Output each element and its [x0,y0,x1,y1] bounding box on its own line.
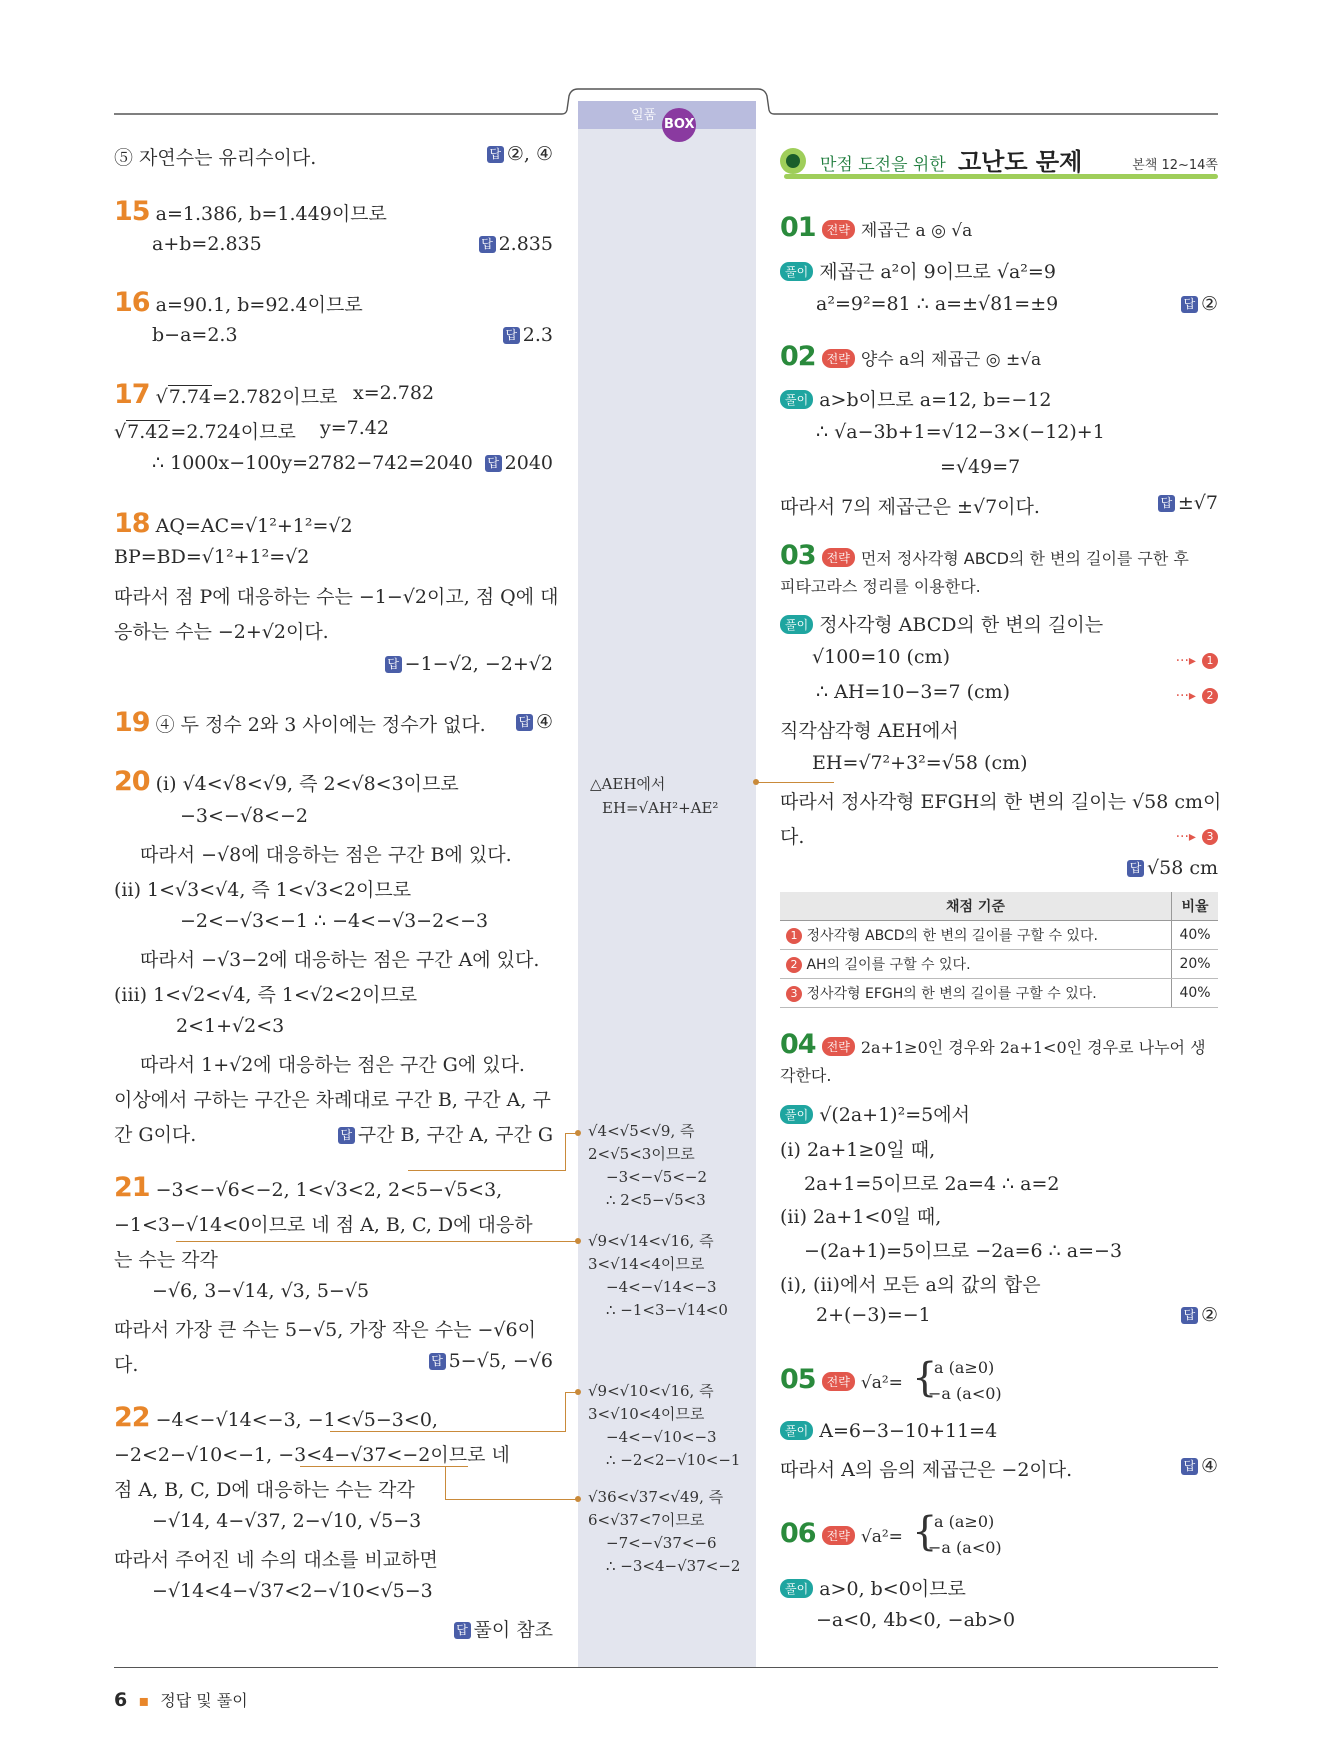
table-cell: AH의 길이를 구할 수 있다. [806,957,971,973]
marker-3: ···▸ 3 [1176,824,1218,846]
answer-01 [1181,293,1218,315]
answer-text: 구간 B, 구간 A, 구간 G [357,1124,553,1146]
leader-21a [565,1133,566,1171]
problem-17: 17 √7.74=2.782이므로 [114,379,338,410]
table-row [780,950,1218,979]
problem-18 [114,508,353,539]
answer-text: ④ [535,711,553,733]
answer-03 [1127,857,1218,879]
problem-20-line: 간 G이다. [114,1124,197,1146]
leader-dot [575,1496,581,1502]
problem-15-line2: a+b=2.835 [152,233,262,255]
side-line: −4<−√14<−3 [606,1278,717,1296]
problem-02-line: =√49=7 [940,456,1021,478]
problem-03 [780,540,1189,571]
strategy-text: 먼저 정사각형 ABCD의 한 변의 길이를 구한 후 [860,549,1189,568]
answer-icon: 답 [485,455,502,472]
answer-icon: 답 [479,236,496,253]
problem-01-solution [780,257,1056,284]
answer-05 [1181,1455,1218,1477]
problem-02-line: 따라서 7의 제곱근은 ±√7이다. [780,496,1040,518]
answer-text: 풀이 참조 [473,1619,553,1641]
answer-icon: 답 [1181,1458,1198,1475]
problem-number: 20 [114,766,150,797]
leader-22b [445,1466,446,1500]
step-1-icon: 1 [786,928,802,944]
radicand: 7.42 [127,421,170,443]
solution-line: A=6−3−10+11=4 [819,1420,998,1442]
answer-text: 2.835 [498,233,553,255]
problem-04-line: (i) 2a+1≥0일 때, [780,1139,936,1161]
problem-21-line: 따라서 가장 큰 수는 5−√5, 가장 작은 수는 −√6이 [114,1319,536,1341]
problem-20 [114,766,459,797]
problem-line: AQ=AC=√1²+1²=√2 [155,515,353,537]
answer-text: ±√7 [1177,492,1218,514]
leader-dot [575,1130,581,1136]
problem-number: 15 [114,196,150,227]
answer-icon: 답 [1127,860,1144,877]
problem-line: (i) √4<√8<√9, 즉 2<√8<3이므로 [155,773,459,795]
side-note-2 [588,1230,728,1322]
answer-18 [385,653,553,675]
footer-bullet: ▪ [138,1691,150,1710]
case-brace: { [912,1355,938,1401]
problem-21-line: 다. [114,1354,139,1376]
problem-15 [114,196,387,227]
side-line: △AEH에서 [590,775,666,793]
answer-17 [485,452,553,474]
footer-label: 정답 및 풀이 [160,1691,248,1710]
table-cell: 40% [1172,979,1219,1008]
answer-text: ②, ④ [506,143,553,165]
leader-22b [300,1466,468,1467]
case-2: −a (a<0) [928,1384,1002,1403]
problem-19 [114,707,486,738]
solution-tag: 풀이 [780,262,813,281]
problem-18-line3: 따라서 점 P에 대응하는 수는 −1−√2이고, 점 Q에 대 [114,586,559,608]
answer-04 [1181,1304,1218,1326]
item-text: ⑤ 자연수는 유리수이다. [114,147,317,169]
solution-line: a>b이므로 a=12, b=−12 [819,389,1052,411]
table-cell: 40% [1172,921,1219,950]
problem-21 [114,1172,502,1203]
strategy-text-2: 각한다. [780,1066,832,1085]
radicand: 7.74 [168,386,212,408]
problem-04-line: (i), (ii)에서 모든 a의 값의 합은 [780,1274,1041,1296]
problem-06-solution [780,1574,966,1601]
problem-20-line: 따라서 −√3−2에 대응하는 점은 구간 A에 있다. [140,949,540,971]
answer-21 [429,1350,553,1372]
problem-20-line: 따라서 −√8에 대응하는 점은 구간 B에 있다. [140,844,512,866]
problem-number: 18 [114,508,150,539]
section-header [780,138,1218,186]
strategy-tag: 전략 [822,1037,855,1056]
problem-17-x: x=2.782 [353,382,435,404]
table-cell: 정사각형 ABCD의 한 변의 길이를 구할 수 있다. [806,928,1098,944]
solution-tag: 풀이 [780,615,813,634]
header-bullet-icon [780,148,806,174]
problem-number: 16 [114,287,150,318]
problem-18-line4: 응하는 수는 −2+√2이다. [114,621,329,643]
header-title-small: 만점 도전을 위한 [820,155,946,175]
leader-dot [753,779,759,785]
problem-20-line: (iii) 1<√2<√4, 즉 1<√2<2이므로 [114,984,418,1006]
case-2: −a (a<0) [928,1538,1002,1557]
answer-text: √58 cm [1147,857,1218,879]
leader-dot [575,1238,581,1244]
problem-20-line: 이상에서 구하는 구간은 차례대로 구간 B, 구간 A, 구 [114,1089,551,1111]
problem-line: a=90.1, b=92.4이므로 [155,294,363,316]
problem-06-line: −a<0, 4b<0, −ab>0 [816,1609,1016,1631]
problem-03-line: 다. [780,826,805,848]
answer-icon: 답 [487,146,504,163]
problem-03-line: EH=√7²+3²=√58 (cm) [812,752,1028,774]
side-line: ∴ −2<2−√10<−1 [606,1451,741,1469]
solution-tag: 풀이 [780,1579,813,1598]
side-line: ∴ 2<5−√5<3 [606,1191,706,1209]
problem-22-line: −2<2−√10<−1, −3<4−√37<−2이므로 네 [114,1444,510,1466]
problem-04-line: 2a+1=5이므로 2a=4 ∴ a=2 [804,1173,1060,1195]
side-line: EH=√AH²+AE² [602,799,719,817]
answer-icon: 답 [385,656,402,673]
side-line: 3<√14<4이므로 [588,1255,705,1273]
side-note-aeh [590,772,718,820]
strategy-text-2: 피타고라스 정리를 이용한다. [780,577,981,596]
problem-number: 02 [780,341,816,372]
leader-22b [445,1499,578,1500]
answer-icon: 답 [503,327,520,344]
problem-number: 04 [780,1029,816,1060]
problem-17-y: y=7.42 [320,417,389,439]
answer-text: ④ [1200,1455,1218,1477]
problem-line: −4<−√14<−3, −1<√5−3<0, [155,1409,438,1431]
table-cell: 20% [1172,950,1219,979]
problem-06 [780,1518,903,1549]
problem-number: 17 [114,379,150,410]
answer-16 [503,324,553,346]
answer-15 [479,233,553,255]
strategy-text: √a²= [860,1373,903,1393]
side-note-3 [588,1380,740,1472]
strategy-tag: 전략 [822,1526,855,1545]
answer-02 [1158,492,1218,514]
leader-22a [330,1431,565,1432]
problem-17-line3: ∴ 1000x−100y=2782−742=2040 [152,452,473,474]
side-line: 6<√37<7이므로 [588,1511,705,1529]
problem-21-line: 는 수는 각각 [114,1249,218,1271]
problem-line: a=1.386, b=1.449이므로 [155,203,387,225]
problem-21-line: −√6, 3−√14, √3, 5−√5 [152,1280,370,1302]
answer-icon: 답 [1158,495,1175,512]
answer-text: −1−√2, −2+√2 [404,653,553,675]
case-1: a (a≥0) [934,1512,995,1531]
table-row [780,979,1218,1008]
solution-line: 정사각형 ABCD의 한 변의 길이는 [819,614,1104,636]
problem-20-line: (ii) 1<√3<√4, 즉 1<√3<2이므로 [114,879,412,901]
side-line: −3<−√5<−2 [606,1168,708,1186]
marker-1: ···▸ 1 [1176,648,1218,670]
table-header-row [780,892,1218,921]
problem-number: 06 [780,1518,816,1549]
box-badge: BOX [662,108,696,142]
side-note-4 [588,1486,740,1578]
step-3-icon: 3 [786,986,802,1002]
strategy-text: 2a+1≥0인 경우와 2a+1<0인 경우로 나누어 생 [860,1038,1206,1057]
side-line: 2<√5<3이므로 [588,1145,695,1163]
answer-icon: 답 [1181,1307,1198,1324]
problem-22 [114,1402,438,1433]
problem-05 [780,1364,903,1395]
side-line: ∴ −1<3−√14<0 [606,1301,728,1319]
problem-16-line2: b−a=2.3 [152,324,238,346]
case-brace: { [912,1509,938,1555]
problem-01-line: a²=9²=81 ∴ a=±√81=±9 [816,293,1059,315]
problem-20-line: 2<1+√2<3 [176,1015,285,1037]
table-header: 채점 기준 [780,892,1172,921]
answer-19 [516,711,553,733]
problem-02 [780,341,1041,372]
answer-text: 2.3 [522,324,553,346]
problem-21-line: −1<3−√14<0이므로 네 점 A, B, C, D에 대응하 [114,1214,533,1236]
problem-03-line: 따라서 정사각형 EFGH의 한 변의 길이는 √58 cm이 [780,791,1222,813]
problem-05-solution [780,1420,997,1442]
side-line: √9<√14<√16, 즉 [588,1232,714,1250]
problem-number: 05 [780,1364,816,1395]
table-cell: 정사각형 EFGH의 한 변의 길이를 구할 수 있다. [806,986,1097,1002]
leader-dot [575,1389,581,1395]
answer-20 [338,1120,553,1147]
strategy-text: √a²= [860,1527,903,1547]
problem-03-line: ∴ AH=10−3=7 (cm) [816,681,1011,703]
solution-line: 제곱근 a²이 9이므로 √a²=9 [819,261,1056,283]
side-line: 3<√10<4이므로 [588,1405,705,1423]
leader-aeh [756,782,834,783]
problem-02-solution [780,385,1051,412]
answer-icon: 답 [338,1127,355,1144]
problem-18-line2: BP=BD=√1²+1²=√2 [114,546,310,568]
problem-04-solution [780,1100,970,1127]
problem-05-line: 따라서 A의 음의 제곱근은 −2이다. [780,1459,1073,1481]
strategy-text: 제곱근 a ◎ √a [860,221,973,241]
answer-icon: 답 [516,714,533,731]
problem-line: −3<−√6<−2, 1<√3<2, 2<5−√5<3, [155,1179,503,1201]
problem-number: 01 [780,212,816,243]
side-line: √9<√10<√16, 즉 [588,1382,714,1400]
problem-22-line: 점 A, B, C, D에 대응하는 수는 각각 [114,1479,415,1501]
solution-tag: 풀이 [780,1105,813,1124]
problem-line: =2.724이므로 [170,421,296,443]
problem-20-line: 따라서 1+√2에 대응하는 점은 구간 G에 있다. [140,1054,525,1076]
grading-table [780,892,1218,1008]
leader-22a [565,1392,566,1432]
problem-04-line: (ii) 2a+1<0일 때, [780,1206,942,1228]
problem-20-line: −3<−√8<−2 [180,805,308,827]
side-line: √4<√5<√9, 즉 [588,1122,695,1140]
item-l0 [114,143,316,170]
strategy-tag: 전략 [822,548,855,567]
solution-tag: 풀이 [780,1421,813,1440]
marker-2: ···▸ 2 [1176,683,1218,705]
answer-text: 5−√5, −√6 [448,1350,553,1372]
side-line: −4<−√10<−3 [606,1428,717,1446]
table-row [780,921,1218,950]
step-3-icon: 3 [1202,829,1218,845]
header-ref: 본책 12~14쪽 [1132,158,1218,173]
problem-20-line: −2<−√3<−1 ∴ −4<−√3−2<−3 [180,910,489,932]
leader-21a [408,1170,565,1171]
problem-number: 03 [780,540,816,571]
problem-line: ④ 두 정수 2와 3 사이에는 정수가 없다. [155,714,486,736]
problem-04 [780,1029,1206,1060]
problem-22-line: −√14<4−√37<2−√10<√5−3 [152,1580,433,1602]
side-line: −7<−√37<−6 [606,1534,717,1552]
table-header: 비율 [1172,892,1219,921]
footer [114,1688,248,1711]
problem-04-line: −(2a+1)=5이므로 −2a=6 ∴ a=−3 [804,1240,1123,1262]
strategy-text: 양수 a의 제곱근 ◎ ±√a [860,350,1042,370]
answer-icon: 답 [454,1622,471,1639]
side-line: √36<√37<√49, 즉 [588,1488,724,1506]
page-number: 6 [114,1689,128,1711]
strategy-tag: 전략 [822,1372,855,1391]
strategy-tag: 전략 [822,349,855,368]
step-2-icon: 2 [786,957,802,973]
problem-22-line: 따라서 주어진 네 수의 대소를 비교하면 [114,1549,438,1571]
problem-number: 22 [114,1402,150,1433]
side-line: ∴ −3<4−√37<−2 [606,1557,741,1575]
solution-line: a>0, b<0이므로 [819,1578,966,1600]
leader-21b [176,1241,578,1242]
problem-22-line: −√14, 4−√37, 2−√10, √5−3 [152,1510,422,1532]
box-label [631,104,696,142]
answer-text: ② [1200,1304,1218,1326]
problem-number: 21 [114,1172,150,1203]
answer-text: 2040 [504,452,553,474]
answer-l0 [487,143,553,165]
problem-03-line: √100=10 (cm) [812,646,950,668]
problem-line: =2.782이므로 [212,386,338,408]
problem-number: 19 [114,707,150,738]
side-note-1 [588,1120,707,1212]
strategy-tag: 전략 [822,220,855,239]
answer-icon: 답 [1181,296,1198,313]
box-prefix: 일품 [631,108,657,123]
solution-tag: 풀이 [780,390,813,409]
solution-line: √(2a+1)²=5에서 [819,1104,970,1126]
problem-03-solution [780,610,1103,637]
problem-01 [780,212,972,243]
step-2-icon: 2 [1202,688,1218,704]
answer-icon: 답 [429,1353,446,1370]
problem-16 [114,287,363,318]
step-1-icon: 1 [1202,653,1218,669]
problem-04-line: 2+(−3)=−1 [816,1304,931,1326]
answer-22 [454,1615,553,1642]
case-1: a (a≥0) [934,1358,995,1377]
problem-02-line: ∴ √a−3b+1=√12−3×(−12)+1 [816,421,1105,443]
header-title-big: 고난도 문제 [958,148,1083,176]
footer-rule [114,1667,1218,1668]
problem-17-line2: √7.42=2.724이므로 [114,421,296,443]
problem-03-line: 직각삼각형 AEH에서 [780,720,959,742]
answer-text: ② [1200,293,1218,315]
